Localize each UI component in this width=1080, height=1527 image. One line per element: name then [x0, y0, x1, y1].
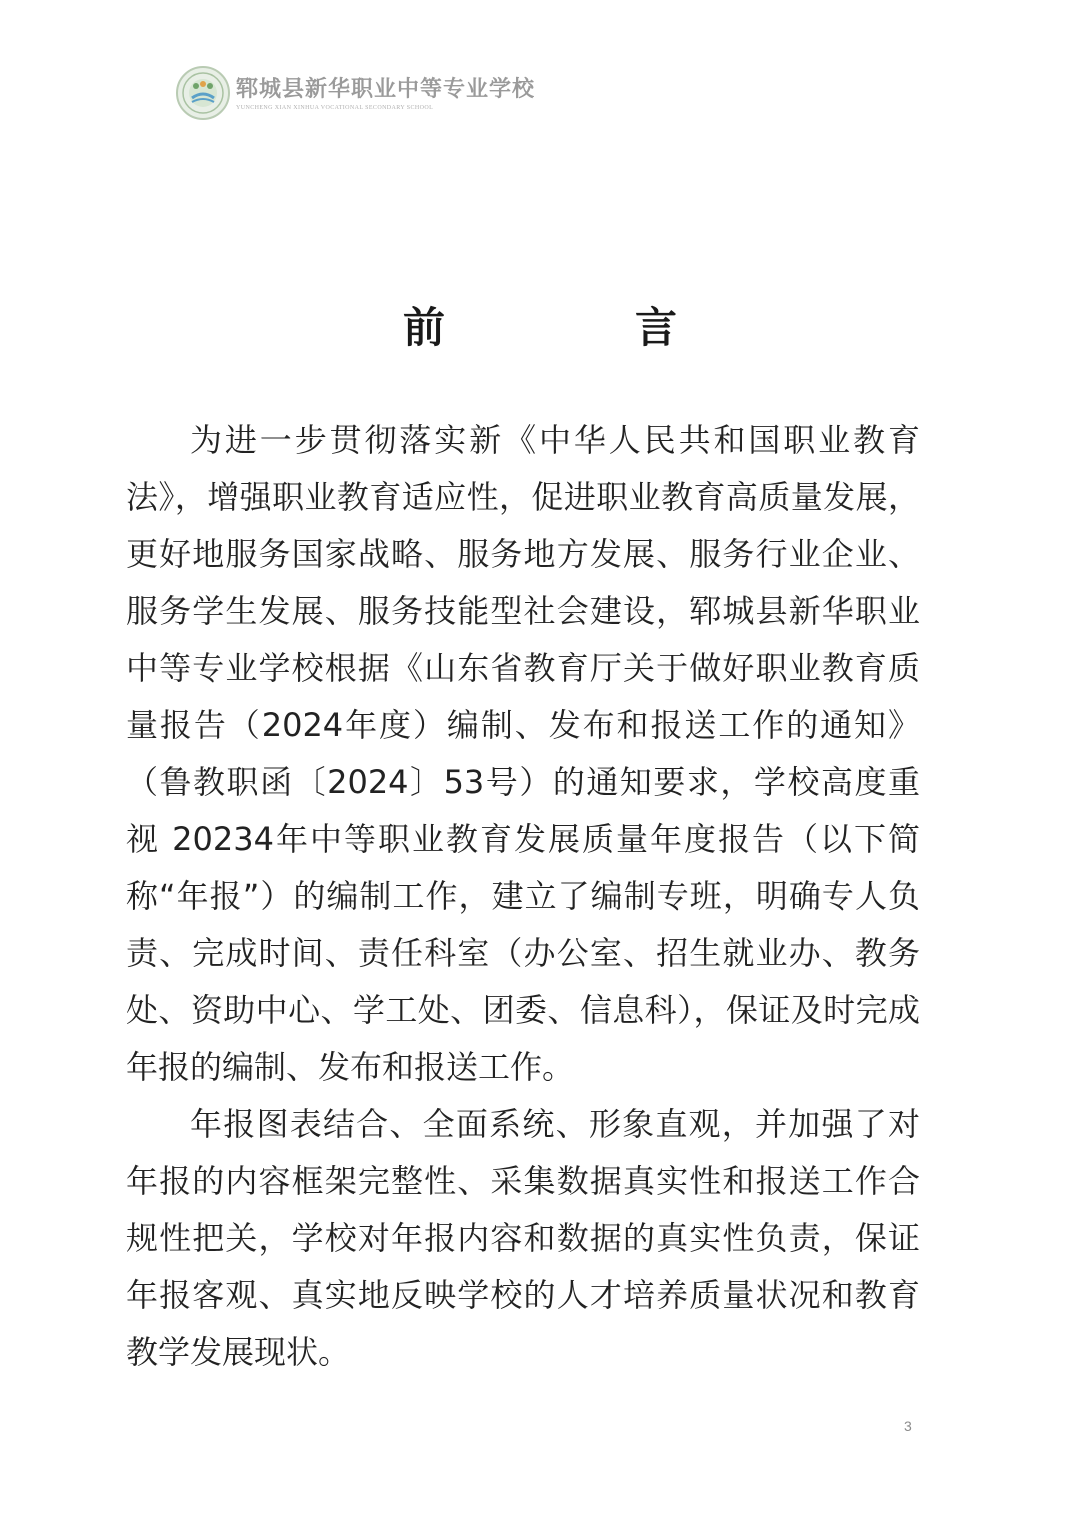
document-body	[126, 412, 920, 1381]
page-header	[176, 64, 535, 122]
paragraph-1: 为进一步贯彻落实新《中华人民共和国职业教育法》，增强职业教育适应性，促进职业教育高质量发展，更好地服务国家战略、服务地方发展、服务行业企业、服务学生发展、服务技能型社会建设，郓城县新华职业中等专业学校根据《山东省教育厅关于做好职业教育质量报告（2024年度）编制、发布和报送工作的通知》（鲁教职函〔2024〕53号）的通知要求，学校高度重视 20234年中等职业教育发展质量年度报告（以下简称“年报”）的编制工作，建立了编制专班，明确专人负责、完成时间、责任科室（办公室、招生就业办、教务处、资助中心、学工处、团委、信息科），保证及时完成年报的编制、发布和报送工作。	[126, 421, 920, 1086]
paragraph-2: 年报图表结合、全面系统、形象直观，并加强了对年报的内容框架完整性、采集数据真实性和报送工作合规性把关，学校对年报内容和数据的真实性负责，保证年报客观、真实地反映学校的人才培养质量状况和教育教学发展现状。	[126, 1105, 920, 1371]
page-title: 前言	[402, 303, 867, 352]
school-name: 郓城县新华职业中等专业学校	[236, 75, 536, 102]
page-number: 3	[904, 1418, 912, 1434]
school-name-english: YUNCHENG XIAN XINHUA VOCATIONAL SECONDARY SCHOOL	[236, 104, 434, 111]
school-emblem-icon	[176, 66, 230, 120]
